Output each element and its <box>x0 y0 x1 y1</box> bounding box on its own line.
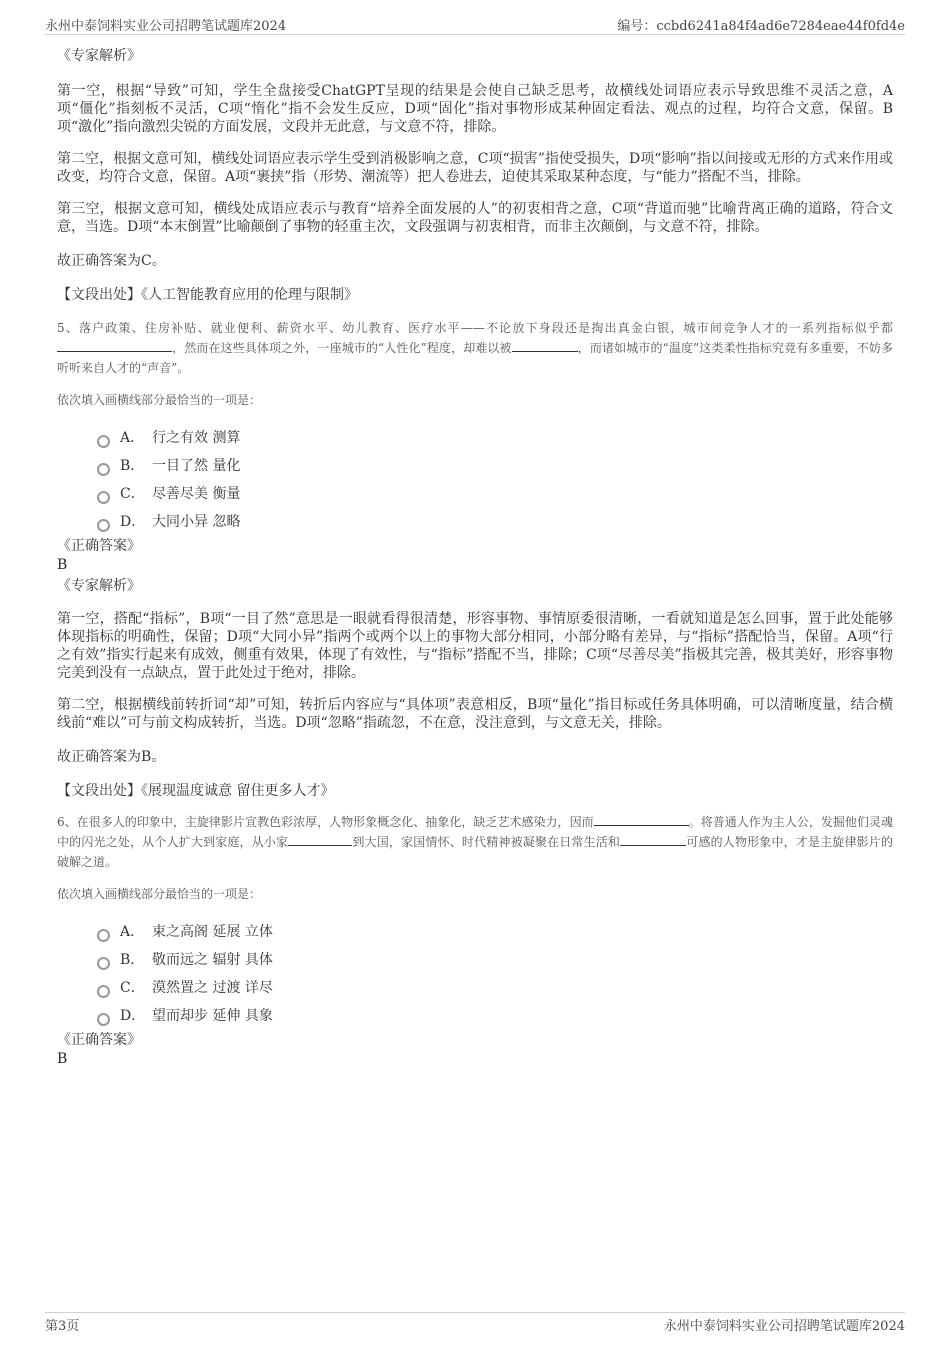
correct-answer-value: B <box>57 557 68 573</box>
expert-analysis-label: 《专家解析》 <box>57 48 141 64</box>
question-5-options <box>97 424 893 536</box>
option-c[interactable]: C． 漠然置之 过渡 详尽 <box>97 974 893 1002</box>
correct-answer-label: 《正确答案》 <box>57 538 141 554</box>
answer-conclusion: 故正确答案为B。 <box>57 749 166 765</box>
radio-icon[interactable] <box>97 985 110 998</box>
blank-line <box>594 813 689 826</box>
option-d[interactable]: D． 大同小异 忽略 <box>97 508 893 536</box>
radio-icon[interactable] <box>97 519 110 532</box>
correct-answer-label: 《正确答案》 <box>57 1032 141 1048</box>
expert-analysis-label: 《专家解析》 <box>57 578 141 594</box>
footer-page-number: 第3页 <box>45 1319 80 1334</box>
option-a[interactable]: A． 行之有效 测算 <box>97 424 893 452</box>
analysis-paragraph-3: 第三空，根据文意可知，横线处成语应表示与教育“培养全面发展的人”的初衷相背之意，C项“背道而驰”比喻背离正确的道路，符合文意，当选。D项“本末倒置”比喻颠倒了事物的轻重主次，文段强调与初衷相背，而非主次颠倒，与文意不符，排除。 <box>57 201 893 235</box>
option-d[interactable]: D． 望而却步 延伸 具象 <box>97 1002 893 1030</box>
question-6-options <box>97 918 893 1030</box>
analysis-paragraph-1: 第一空，搭配“指标”，B项“一目了然”意思是一眼就看得很清楚，形容事物、事情原委很清晰，一看就知道是怎么回事，置于此处能够体现指标的明确性，保留；D项“大同小异”指两个或两个以上的事物大部分相同，小部分略有差异，与“指标”搭配恰当，保留。A项“行之有效”指实行起来有成效，侧重有效果，体现了有效性，与“指标”搭配不当，排除；C项“尽善尽美”指极其完善，极其美好，形容事物完美到没有一点缺点，置于此处过于绝对，排除。 <box>57 611 893 681</box>
radio-icon[interactable] <box>97 463 110 476</box>
analysis-paragraph-2: 第二空，根据横线前转折词“却”可知，转折后内容应与“具体项”表意相反，B项“量化”指目标或任务具体明确，可以清晰度量，结合横线前“难以”可与前文构成转折，当选。D项“忽略”指疏忽，不在意，没注意到，与文意无关，排除。 <box>57 697 893 731</box>
question-5-prompt: 依次填入画横线部分最恰当的一项是： <box>57 393 262 407</box>
page-footer <box>45 1312 905 1333</box>
blank-line <box>288 833 352 846</box>
analysis-paragraph-1: 第一空，根据“导致”可知，学生全盘接受ChatGPT呈现的结果是会使自己缺乏思考，故横线处词语应表示导致思维不灵活之意，A项“僵化”指刻板不灵活，C项“惰化”指不会发生反应，D项“固化”指对事物形成某种固定看法、观点的过程，均符合文意，保留。B项“激化”指向激烈尖锐的方面发展，文段并无此意，与文意不符，排除。 <box>57 83 893 135</box>
question-5-stem: 5、落户政策、住房补贴、就业便利、薪资水平、幼儿教育、医疗水平——不论放下身段还是掏出真金白银，城市间竞争人才的一系列指标似乎都，然而在这些具体项之外，一座城市的“人性化”程度，却难以被 ，而诸如城市的“温度”这类柔性指标究竟有多重要，不妨多听听来自人才的“声音”。 <box>57 321 893 375</box>
radio-icon[interactable] <box>97 957 110 970</box>
radio-icon[interactable] <box>97 929 110 942</box>
radio-icon[interactable] <box>97 1013 110 1026</box>
question-6-prompt: 依次填入画横线部分最恰当的一项是： <box>57 887 262 901</box>
analysis-paragraph-2: 第二空，根据文意可知，横线处词语应表示学生受到消极影响之意，C项“损害”指使受损失，D项“影响”指以间接或无形的方式来作用或改变，均符合文意，保留。A项“裹挟”指（形势、潮流等）把人卷进去，迫使其采取某种态度，与“能力”搭配不当，排除。 <box>57 151 893 185</box>
blank-line <box>57 339 172 352</box>
header-doc-title: 永州中泰饲料实业公司招聘笔试题库2024 <box>45 19 287 34</box>
question-6-stem: 6、在很多人的印象中，主旋律影片宣教色彩浓厚，人物形象概念化、抽象化，缺乏艺术感染力，因而 。将普通人作为主人公，发掘他们灵魂中的闪光之处，从个人扩大到家庭，从小家 到大国，家国情怀、时代精神被凝聚在日常生活和 可感的人物形象中，才是主旋律影片的破解之道。 <box>57 815 893 869</box>
option-b[interactable]: B． 敬而远之 辐射 具体 <box>97 946 893 974</box>
option-c[interactable]: C． 尽善尽美 衡量 <box>97 480 893 508</box>
page-content <box>57 44 893 1068</box>
radio-icon[interactable] <box>97 491 110 504</box>
answer-conclusion: 故正确答案为C。 <box>57 253 166 269</box>
radio-icon[interactable] <box>97 435 110 448</box>
blank-line <box>620 833 686 846</box>
page-header <box>45 14 905 35</box>
correct-answer-value: B <box>57 1051 68 1067</box>
blank-line <box>512 339 578 352</box>
header-doc-number: 编号：ccbd6241a84f4ad6e7284eae44f0fd4e <box>617 19 905 34</box>
option-b[interactable]: B． 一目了然 量化 <box>97 452 893 480</box>
footer-doc-title: 永州中泰饲料实业公司招聘笔试题库2024 <box>663 1319 905 1334</box>
option-a[interactable]: A． 束之高阁 延展 立体 <box>97 918 893 946</box>
passage-source: 【文段出处】《人工智能教育应用的伦理与限制》 <box>57 287 358 303</box>
passage-source: 【文段出处】《展现温度诚意 留住更多人才》 <box>57 783 335 799</box>
